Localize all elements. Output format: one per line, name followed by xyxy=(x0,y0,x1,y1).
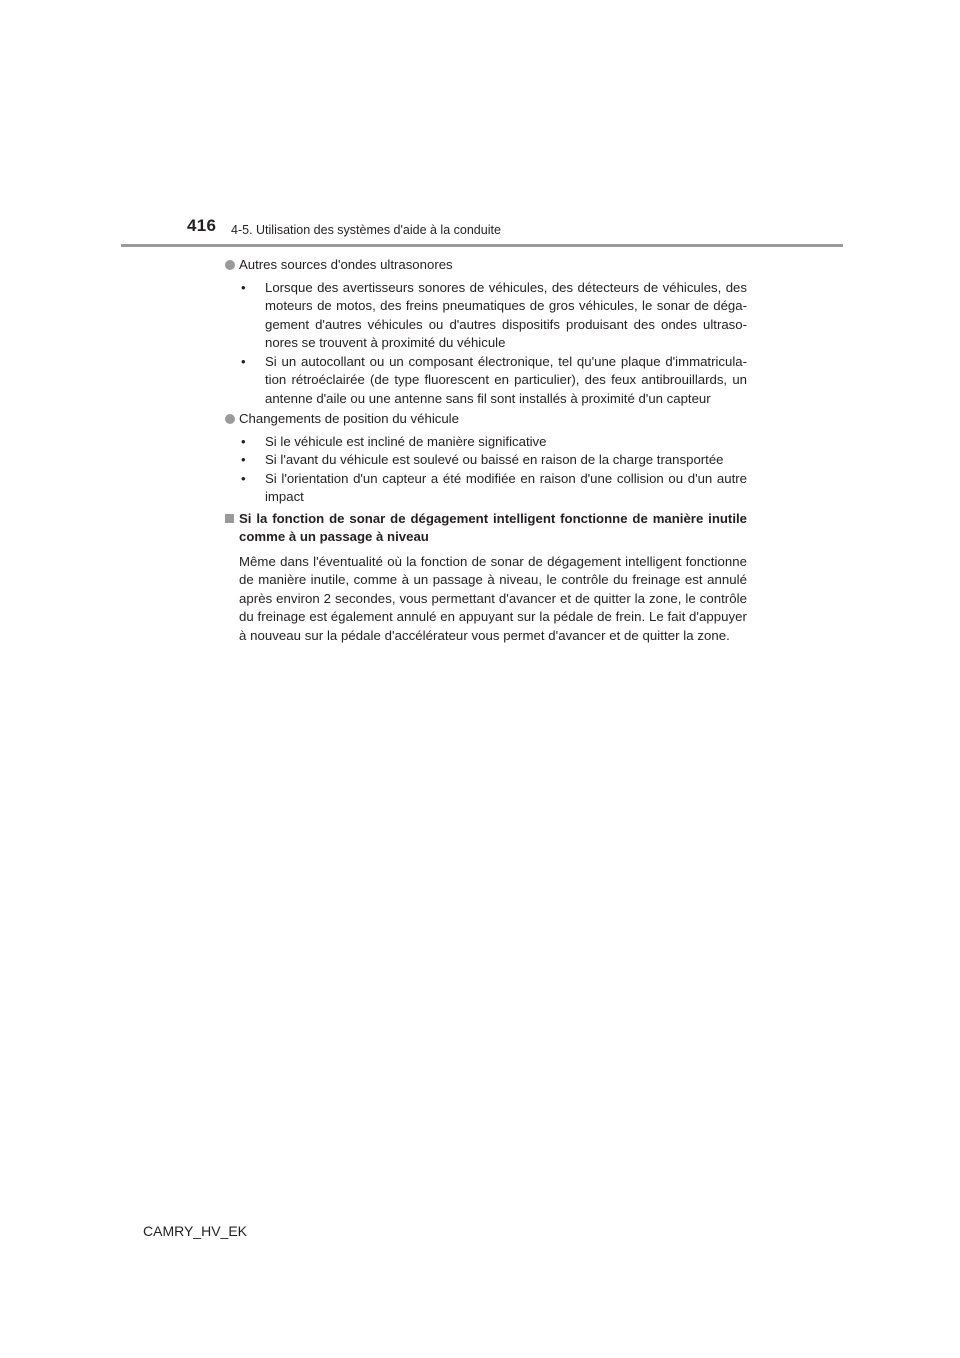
list-item xyxy=(239,279,747,353)
sub-list xyxy=(225,279,747,409)
list-item xyxy=(239,433,747,452)
list-item-text: Lorsque des avertisseurs sonores de véhicules, des détecteurs de véhicules, des moteurs de motos, des freins pneumatiques de gros véhicules, le sonar de déga-gement d'autres véhicules ou d'autres dispositifs produisant des ondes ultraso-nores se trouvent à proximité du véhicule xyxy=(265,279,747,350)
model-code: CAMRY_HV_EK xyxy=(143,1223,248,1239)
circle-bullet-item-ultrasonic xyxy=(225,256,747,275)
circle-bullet-icon xyxy=(225,414,235,424)
sub-list xyxy=(225,433,747,507)
list-item-text: Si un autocollant ou un composant électronique, tel qu'une plaque d'immatricula-tion rétroéclairée (de type fluorescent en particulier), des feux antibrouillards, un antenne d'aile ou une antenne sans fil sont installés à proximité d'un capteur xyxy=(265,353,747,406)
list-item xyxy=(239,451,747,470)
page-number: 416 xyxy=(187,216,217,235)
dot-bullet-icon: • xyxy=(241,433,246,449)
circle-bullet-icon xyxy=(225,260,235,270)
dot-bullet-icon: • xyxy=(241,279,246,295)
list-item-text: Si l'orientation d'un capteur a été modifiée en raison d'une collision ou d'un autre impact xyxy=(265,470,747,504)
dot-bullet-icon: • xyxy=(241,353,246,369)
section-heading xyxy=(225,510,747,547)
group-title: Changements de position du véhicule xyxy=(239,411,459,426)
circle-bullet-item-position xyxy=(225,410,747,429)
square-bullet-icon xyxy=(225,514,234,523)
section-body: Même dans l'éventualité où la fonction de sonar de dégagement intelligent fonctionne de manière inutile, comme à un passage à niveau, le contrôle du freinage est annulé après environ 2 secondes, vous permettant d'avancer et de quitter la zone, le contrôle du freinage est également annulé en appuyant sur la pédale de frein. Le fait d'appuyer à nouveau sur la pédale d'accélérateur vous permet d'avancer et de quitter la zone. xyxy=(239,553,747,643)
dot-bullet-icon: • xyxy=(241,452,246,467)
header-rule xyxy=(121,244,843,247)
dot-bullet-icon: • xyxy=(241,470,246,486)
list-item-text: Si le véhicule est incliné de manière significative xyxy=(265,433,547,449)
section-title: 4-5. Utilisation des systèmes d'aide à la conduite xyxy=(231,223,501,237)
list-item xyxy=(239,353,747,409)
page-content xyxy=(225,256,747,645)
section-heading-text: Si la fonction de sonar de dégagement intelligent fonctionne de manière inutile comme à un passage à niveau xyxy=(239,510,747,544)
group-title: Autres sources d'ondes ultrasonores xyxy=(239,257,453,272)
list-item-text: Si l'avant du véhicule est soulevé ou baissé en raison de la charge transportée xyxy=(265,452,724,467)
list-item xyxy=(239,470,747,507)
